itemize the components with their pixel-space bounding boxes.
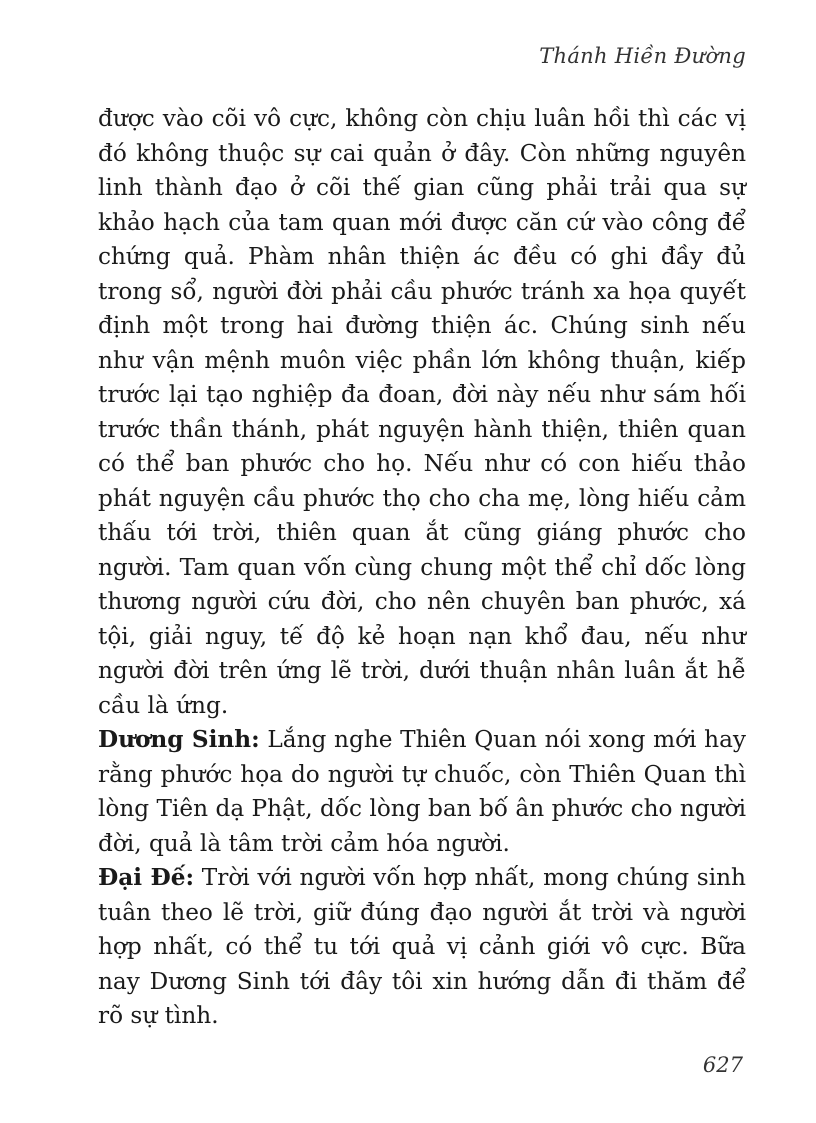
dialogue-paragraph-duong-sinh	[98, 723, 746, 861]
page-number: 627	[702, 1053, 743, 1077]
dialogue-paragraph-dai-de	[98, 861, 746, 1034]
speaker-name	[98, 726, 260, 753]
speaker-separator: :	[251, 726, 260, 753]
page-body	[98, 102, 746, 1034]
speaker-separator: :	[185, 864, 195, 891]
speaker-label: Đại Đế	[98, 864, 186, 891]
dialogue-text: Lắng nghe Thiên Quan nói xong mới hay rằng phước họa do người tự chuốc, còn Thiên Quan thì lòng Tiên dạ Phật, dốc lòng ban bố ân phước cho người đời, quả là tâm trời cảm hóa người.	[98, 726, 746, 857]
speaker-name	[98, 864, 194, 891]
speaker-label: Dương Sinh	[98, 726, 252, 753]
dialogue-text: Trời với người vốn hợp nhất, mong chúng sinh tuân theo lẽ trời, giữ đúng đạo người ắt trời và người hợp nhất, có thể tu tới quả vị cảnh giới vô cực. Bữa nay Dương Sinh tới đây tôi xin hướng dẫn đi thăm để rõ sự tình.	[98, 864, 746, 1029]
narrative-paragraph: được vào cõi vô cực, không còn chịu luân hồi thì các vị đó không thuộc sự cai quản ở đây. Còn những nguyên linh thành đạo ở cõi thế gian cũng phải trải qua sự khảo hạch của tam quan mới được căn cứ vào công để chứng quả. Phàm nhân thiện ác đều có ghi đầy đủ trong sổ, người đời phải cầu phước tránh xa họa quyết định một trong hai đường thiện ác. Chúng sinh nếu như vận mệnh muôn việc phần lớn không thuận, kiếp trước lại tạo nghiệp đa đoan, đời này nếu như sám hối trước thần thánh, phát nguyện hành thiện, thiên quan có thể ban phước cho họ. Nếu như có con hiếu thảo phát nguyện cầu phước thọ cho cha mẹ, lòng hiếu cảm thấu tới trời, thiên quan ắt cũng giáng phước cho người. Tam quan vốn cùng chung một thể chỉ dốc lòng thương người cứu đời, cho nên chuyên ban phước, xá tội, giải nguy, tế độ kẻ hoạn nạn khổ đau, nếu như người đời trên ứng lẽ trời, dưới thuận nhân luân ắt hễ cầu là ứng.	[98, 105, 746, 719]
running-header: Thánh Hiền Đường	[539, 44, 746, 68]
